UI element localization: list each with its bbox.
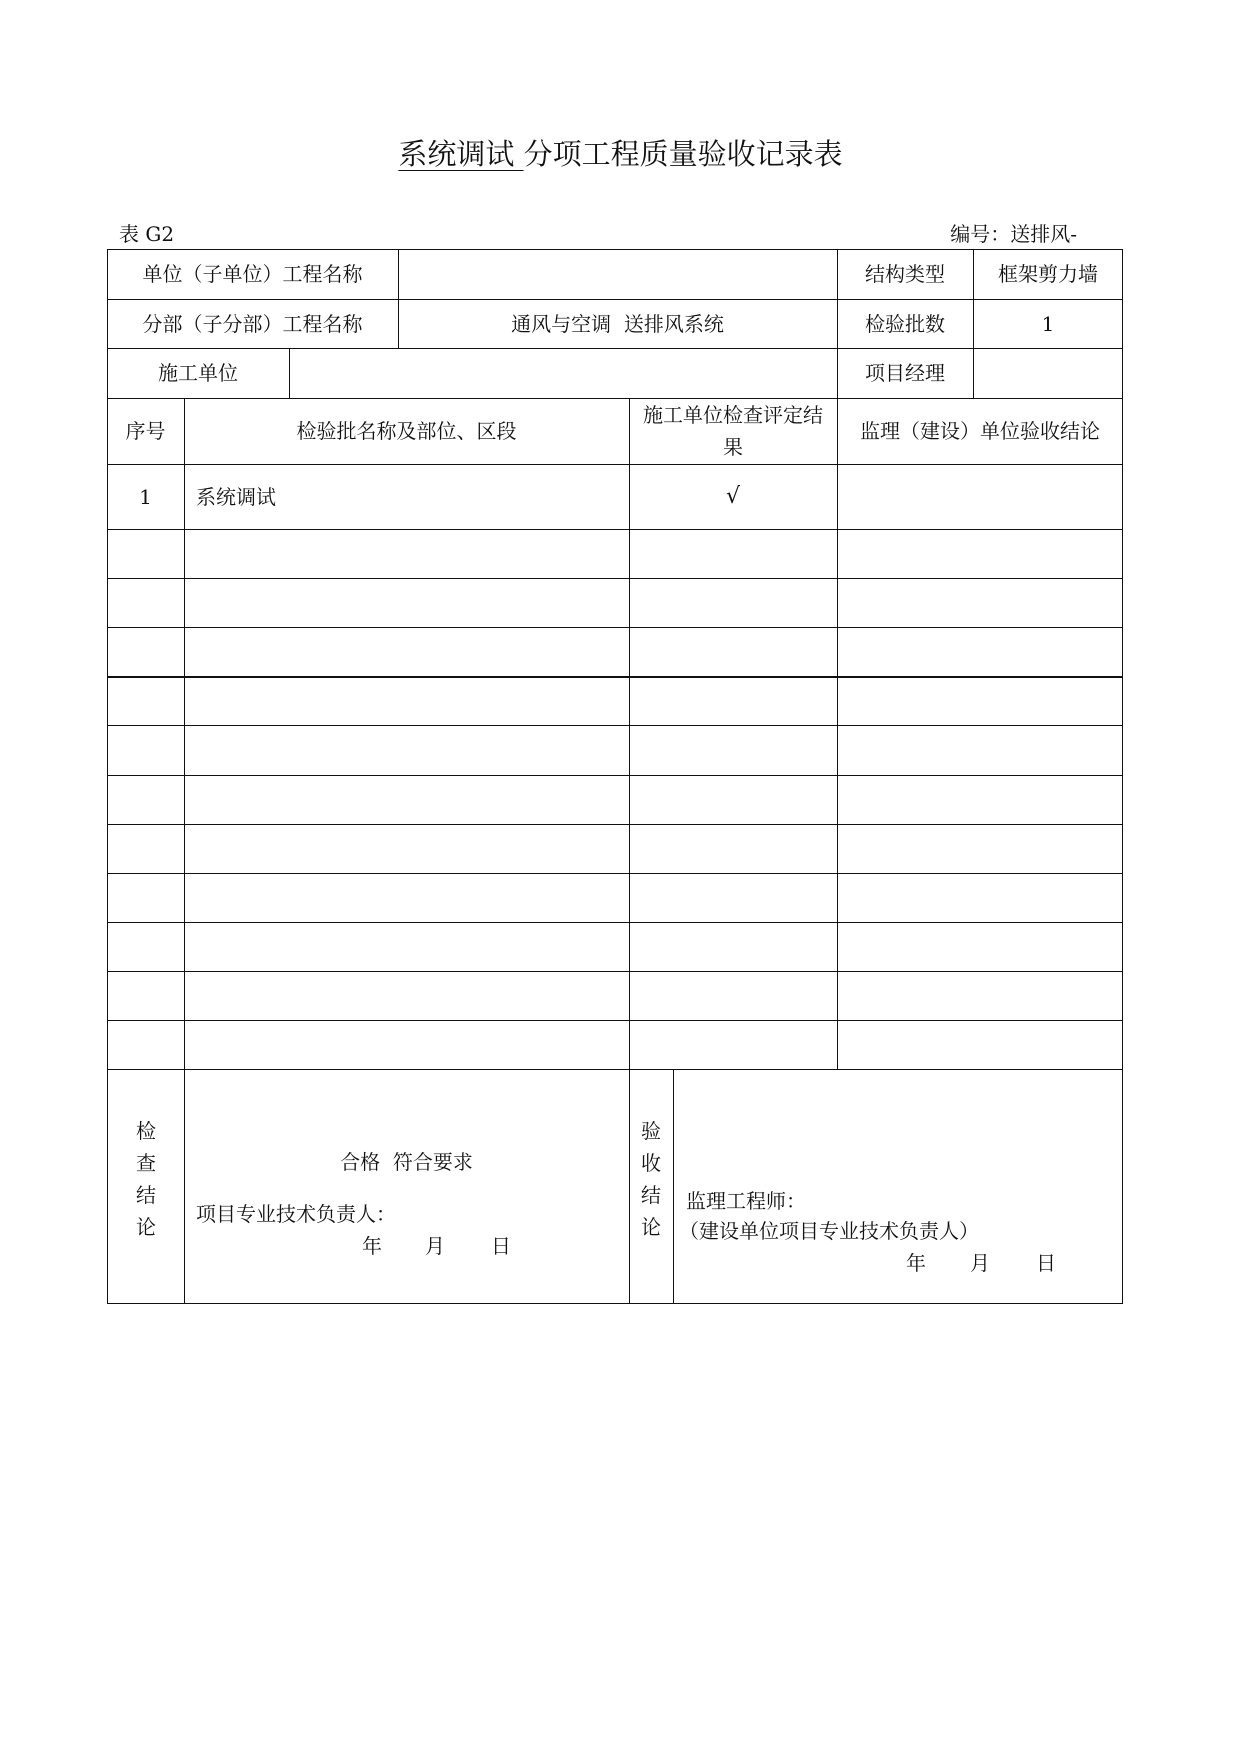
rule (107, 529, 1123, 530)
rule (107, 873, 1123, 874)
check-conclusion-text: 合格 符合要求 (340, 1150, 473, 1174)
table-row-conclusion[interactable] (837, 464, 1123, 529)
batch-count-label: 检验批数 (865, 311, 945, 336)
rule (673, 1069, 674, 1304)
rule (107, 775, 1123, 776)
structure-type-label: 结构类型 (865, 262, 945, 286)
project-manager-field[interactable] (973, 348, 1123, 398)
division-value[interactable]: 通风与空调 送排风系统 (511, 311, 724, 336)
accept-date-day: 日 (1036, 1251, 1056, 1275)
tech-lead-signature-label: 项目专业技术负责人： (196, 1202, 396, 1226)
unit-project-field[interactable] (398, 249, 837, 299)
rule (629, 398, 630, 1304)
supervisor-signature-label: 监理工程师： (686, 1189, 806, 1213)
rule (107, 725, 1123, 726)
contractor-label: 施工单位 (158, 361, 238, 385)
check-date-month: 月 (425, 1234, 445, 1258)
check-label-char: 检 (136, 1119, 156, 1143)
accept-label-char: 验 (641, 1119, 661, 1143)
column-header-supervisor-result: 监理（建设）单位验收结论 (860, 419, 1100, 443)
rule (107, 1020, 1123, 1021)
check-conclusion-label (134, 1115, 158, 1243)
rule (107, 627, 1123, 628)
document-title (0, 134, 1241, 174)
rule (107, 971, 1123, 972)
accept-label-char: 结 (641, 1183, 661, 1207)
accept-date-month: 月 (970, 1251, 990, 1275)
contractor-field[interactable] (289, 348, 837, 398)
project-manager-label: 项目经理 (865, 361, 945, 385)
column-header-contractor-result: 施工单位检查评定结果 (643, 403, 823, 459)
acceptance-record-table (107, 249, 1123, 1304)
unit-project-label: 单位（子单位）工程名称 (142, 262, 363, 286)
rule (107, 578, 1123, 579)
check-date-day: 日 (491, 1234, 511, 1258)
title-rest: 分项工程质量验收记录表 (523, 137, 843, 171)
batch-count-value[interactable]: 1 (1041, 311, 1055, 336)
document-number: 编号：送排风- (950, 222, 1077, 246)
column-header-seq: 序号 (125, 419, 166, 443)
title-item-name: 系统调试 (398, 137, 524, 171)
accept-label-char: 收 (641, 1151, 661, 1175)
accept-date-year: 年 (906, 1251, 926, 1275)
rule (107, 1069, 1123, 1070)
check-label-char: 论 (136, 1215, 156, 1239)
column-header-batch-name: 检验批名称及部位、区段 (296, 419, 517, 443)
owner-lead-signature-label: （建设单位项目专业技术负责人） (679, 1219, 979, 1243)
structure-type-value[interactable]: 框架剪力墙 (998, 262, 1098, 286)
check-date-year: 年 (362, 1234, 382, 1258)
division-label: 分部（子分部）工程名称 (142, 311, 363, 336)
check-label-char: 结 (136, 1183, 156, 1207)
rule (107, 824, 1123, 825)
rule (107, 1303, 1123, 1304)
check-label-char: 查 (136, 1151, 156, 1175)
rule (107, 922, 1123, 923)
accept-label-char: 论 (641, 1215, 661, 1239)
acceptance-conclusion-label (639, 1115, 663, 1243)
table-row-seq: 1 (139, 484, 152, 509)
table-row-name: 系统调试 (196, 484, 276, 509)
rule (107, 676, 1123, 678)
check-mark-icon: √ (725, 483, 741, 509)
table-number: 表 G2 (119, 222, 175, 246)
